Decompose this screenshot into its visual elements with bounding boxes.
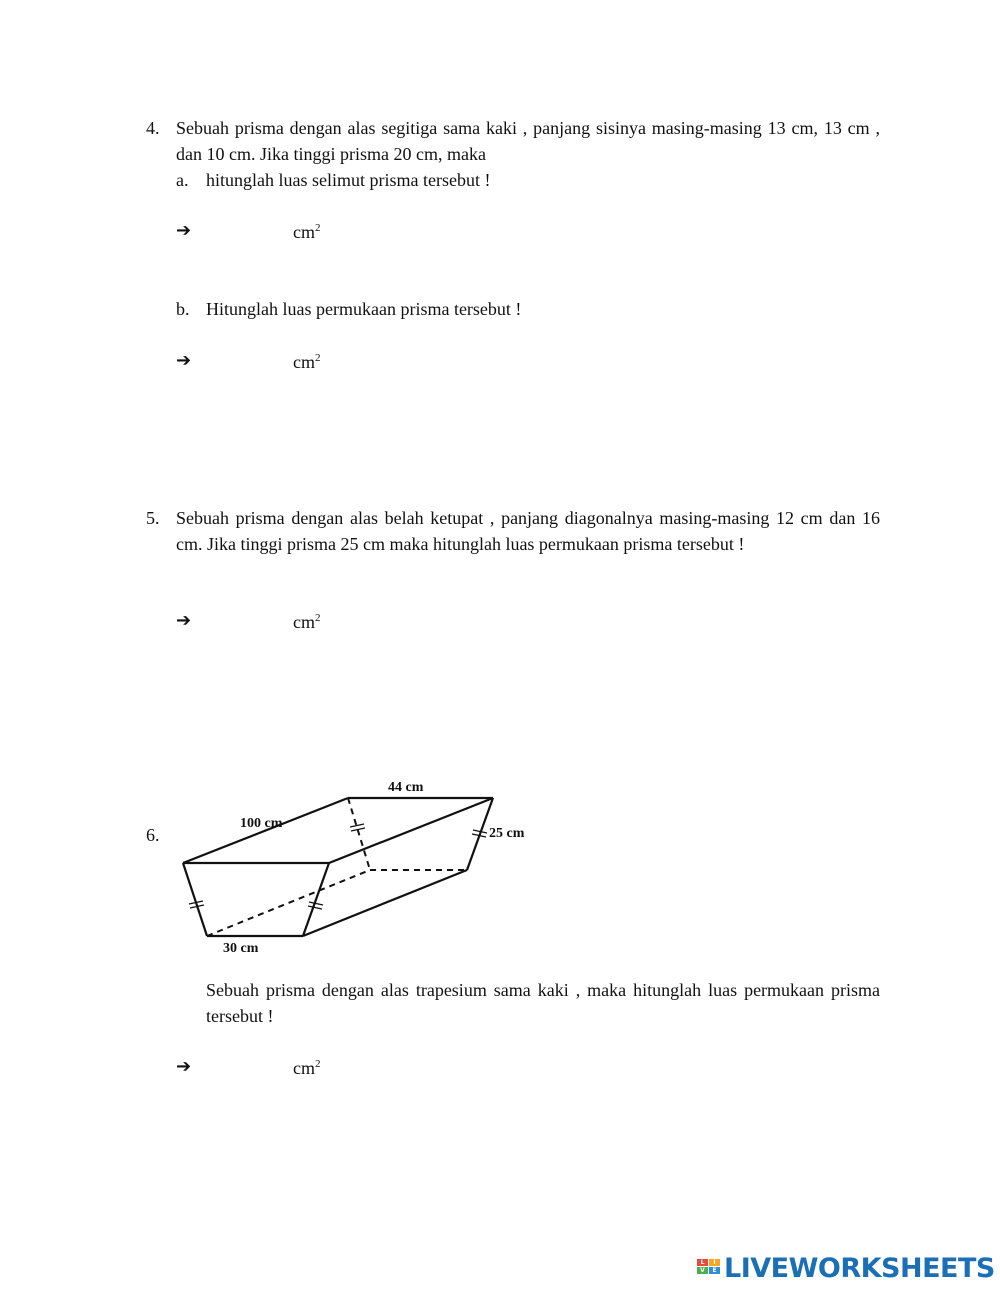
question-4a [176,170,490,191]
label-44cm: 44 cm [388,780,424,795]
question-4a-text: hitunglah luas selimut prisma tersebut ! [206,170,491,190]
question-6-number: 6. [146,825,160,845]
question-4b-label: b. [176,299,190,319]
answer-unit: $cm^2$ [293,612,321,632]
label-30cm: 30 cm [223,941,259,956]
trapezoid-prism-figure [170,770,550,970]
question-6-text: Sebuah prisma dengan alas trapesium sama kaki , maka hitunglah luas permukaan prisma tersebut ! [206,980,880,1026]
question-4-number: 4. [146,118,160,138]
answer-row-4b [176,350,376,380]
arrow-right-icon: ➔ [176,220,192,241]
question-5-text: Sebuah prisma dengan alas belah ketupat , panjang diagonalnya masing-masing 12 cm dan 16 cm. Jika tinggi prisma 25 cm maka hitunglah luas permukaan prisma tersebut ! [176,508,880,554]
question-4b-text: Hitunglah luas permukaan prisma tersebut ! [206,299,522,319]
answer-input-6[interactable] [212,1056,290,1082]
answer-row-4a [176,220,376,250]
label-25cm: 25 cm [489,826,525,841]
answer-unit: $cm^2$ [293,1058,321,1078]
question-4b [176,299,521,320]
answer-unit: $cm^2$ [293,352,321,372]
answer-row-6 [176,1056,376,1086]
arrow-right-icon: ➔ [176,350,192,371]
answer-unit: $cm^2$ [293,222,321,242]
liveworksheets-logo [697,1255,997,1287]
question-5-number: 5. [146,508,160,528]
question-4-text: Sebuah prisma dengan alas segitiga sama kaki , panjang sisinya masing-masing 13 cm, 13 cm , dan 10 cm. Jika tinggi prisma 20 cm, maka [176,118,880,164]
answer-input-5[interactable] [212,610,290,636]
logo-text: LIVEWORKSHEETS [724,1253,995,1284]
answer-input-4a[interactable] [212,220,290,246]
answer-input-4b[interactable] [212,350,290,376]
arrow-right-icon: ➔ [176,1056,192,1077]
arrow-right-icon: ➔ [176,610,192,631]
label-100cm: 100 cm [240,816,283,831]
question-4a-label: a. [176,170,189,190]
logo-icon: L I V E [697,1259,721,1283]
answer-row-5 [176,610,376,640]
